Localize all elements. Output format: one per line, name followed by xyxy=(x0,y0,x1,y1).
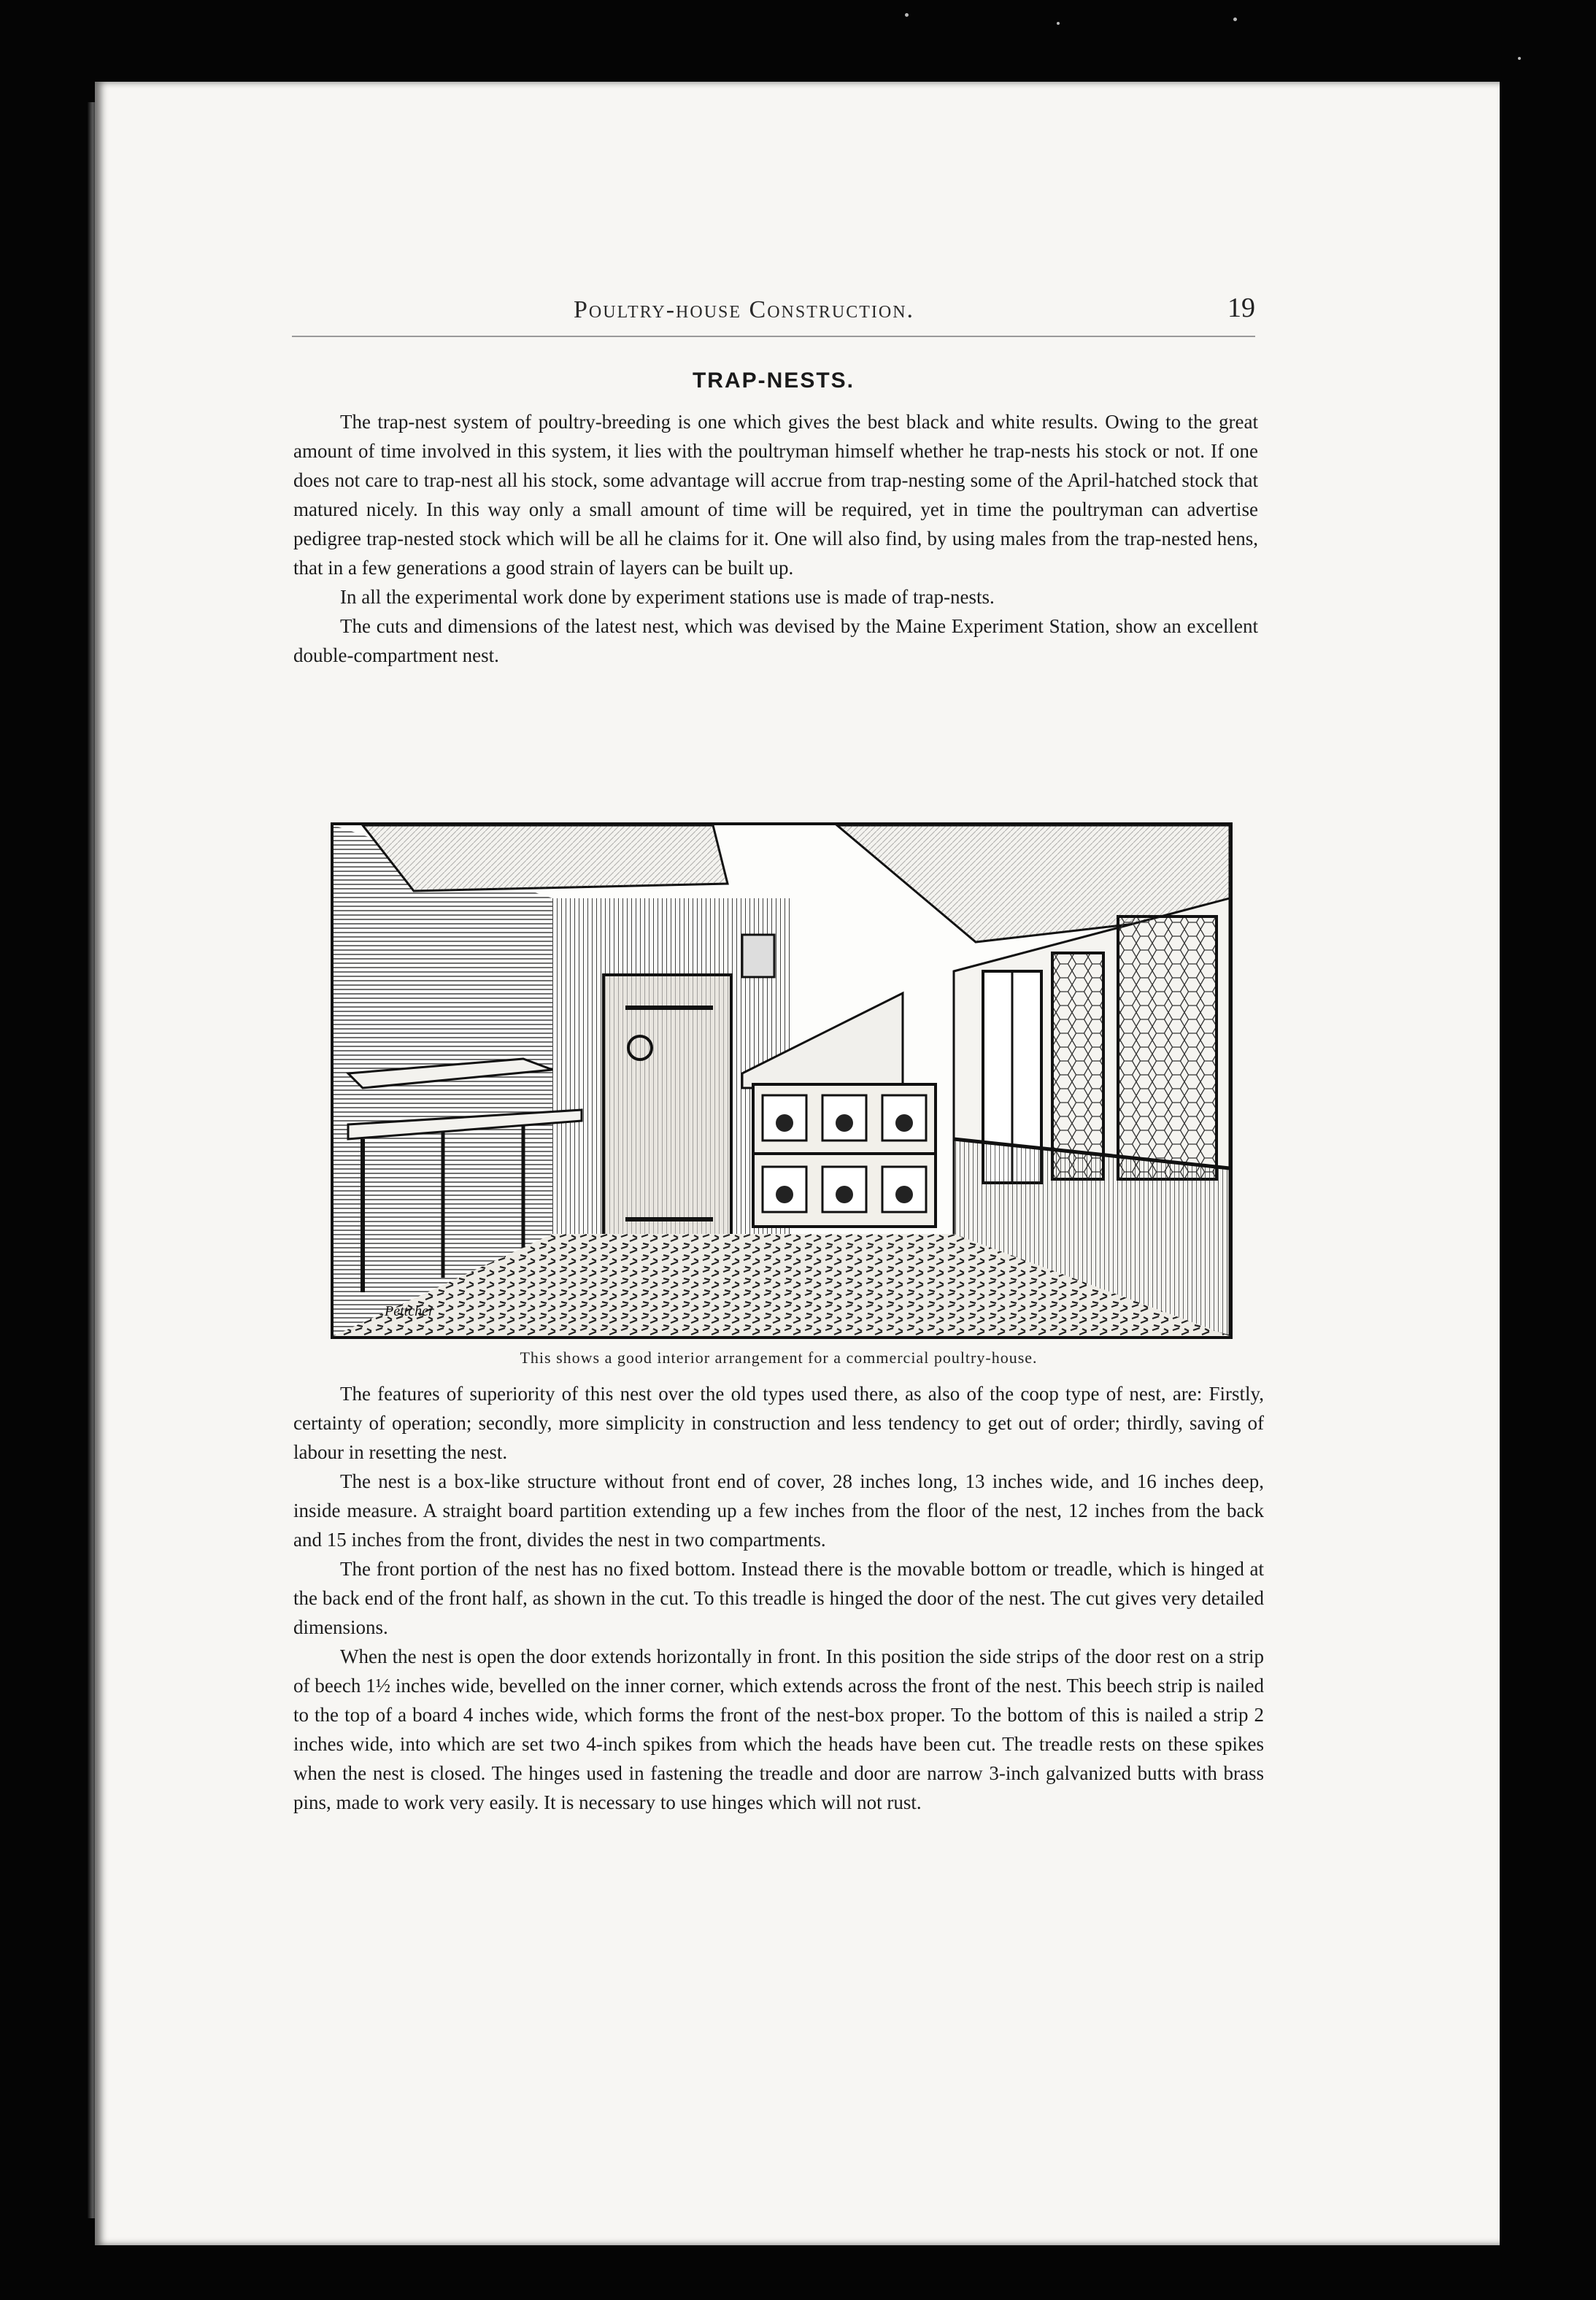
paragraph: In all the experimental work done by experiment stations use is made of trap-nests. xyxy=(340,586,995,608)
paragraph: The cuts and dimensions of the latest nest, which was devised by the Maine Experiment Station, show an excellent double-compartment nest. xyxy=(293,615,1258,666)
paragraph: When the nest is open the door extends horizontally in front. In this position the side strips of the door rest on a strip of beech 1½ inches wide, bevelled on the inner corner, which extends across the front of the nest. This beech strip is nailed to the top of a board 4 inches wide, which forms the front of the nest-box proper. To the bottom of this is nailed a strip 2 inches wide, into which are set two 4-inch spikes from which the heads have been cut. The treadle rests on these spikes when the nest is closed. The hinges used in fastening the treadle and door are narrow 3-inch galvanized butts with brass pins, made to work very easily. It is necessary to use hinges which will not rust. xyxy=(293,1645,1264,1813)
running-head: Poultry-house Construction. xyxy=(574,296,915,323)
page-header xyxy=(292,290,1255,337)
illustration-poultry-house-interior xyxy=(331,822,1233,1339)
body-text-bottom xyxy=(293,1379,1264,1817)
figure-caption: This shows a good interior arrangement for a commercial poultry-house. xyxy=(520,1348,1038,1367)
paragraph: The trap-nest system of poultry-breeding is one which gives the best black and white results. Owing to the great amount of time involved in this system, it lies with the poultryman himself whether he trap-nests his stock or not. If one does not care to trap-nest all his stock, some advantage will accrue from trap-nesting some of the April-hatched stock that matured nicely. In this way only a small amount of time will be required, yet in time the poultryman can advertise pedigree trap-nested stock which will be all he claims for it. One will also find, by using males from the trap-nested hens, that in a few generations a good strain of layers can be built up. xyxy=(293,411,1258,579)
scan-speck xyxy=(1518,57,1521,60)
scan-speck xyxy=(905,13,909,17)
scan-speck xyxy=(1233,18,1237,21)
paragraph: The features of superiority of this nest over the old types used there, as also of the coop type of nest, are: Firstly, certainty of operation; secondly, more simplicity in construction and less tendency to get out of order; thirdly, saving of labour in resetting the nest. xyxy=(293,1383,1264,1463)
scan-speck xyxy=(1057,22,1060,25)
paragraph: The front portion of the nest has no fixed bottom. Instead there is the movable bottom or treadle, which is hinged at the back end of the front half, as shown in the cut. To this treadle is hinged the door of the nest. The cut gives very detailed dimensions. xyxy=(293,1558,1264,1638)
body-text-top xyxy=(293,407,1258,670)
page-number: 19 xyxy=(1227,293,1255,323)
section-title: TRAP-NESTS. xyxy=(692,368,855,393)
paragraph: The nest is a box-like structure without front end of cover, 28 inches long, 13 inches wide, and 16 inches deep, inside measure. A straight board partition extending up a few inches from the floor of the nest, 12 inches from the back and 15 inches from the front, divides the nest in two compartments. xyxy=(293,1470,1264,1551)
engraving-image xyxy=(334,825,1230,1336)
artist-signature: Pettcher xyxy=(385,1303,434,1319)
